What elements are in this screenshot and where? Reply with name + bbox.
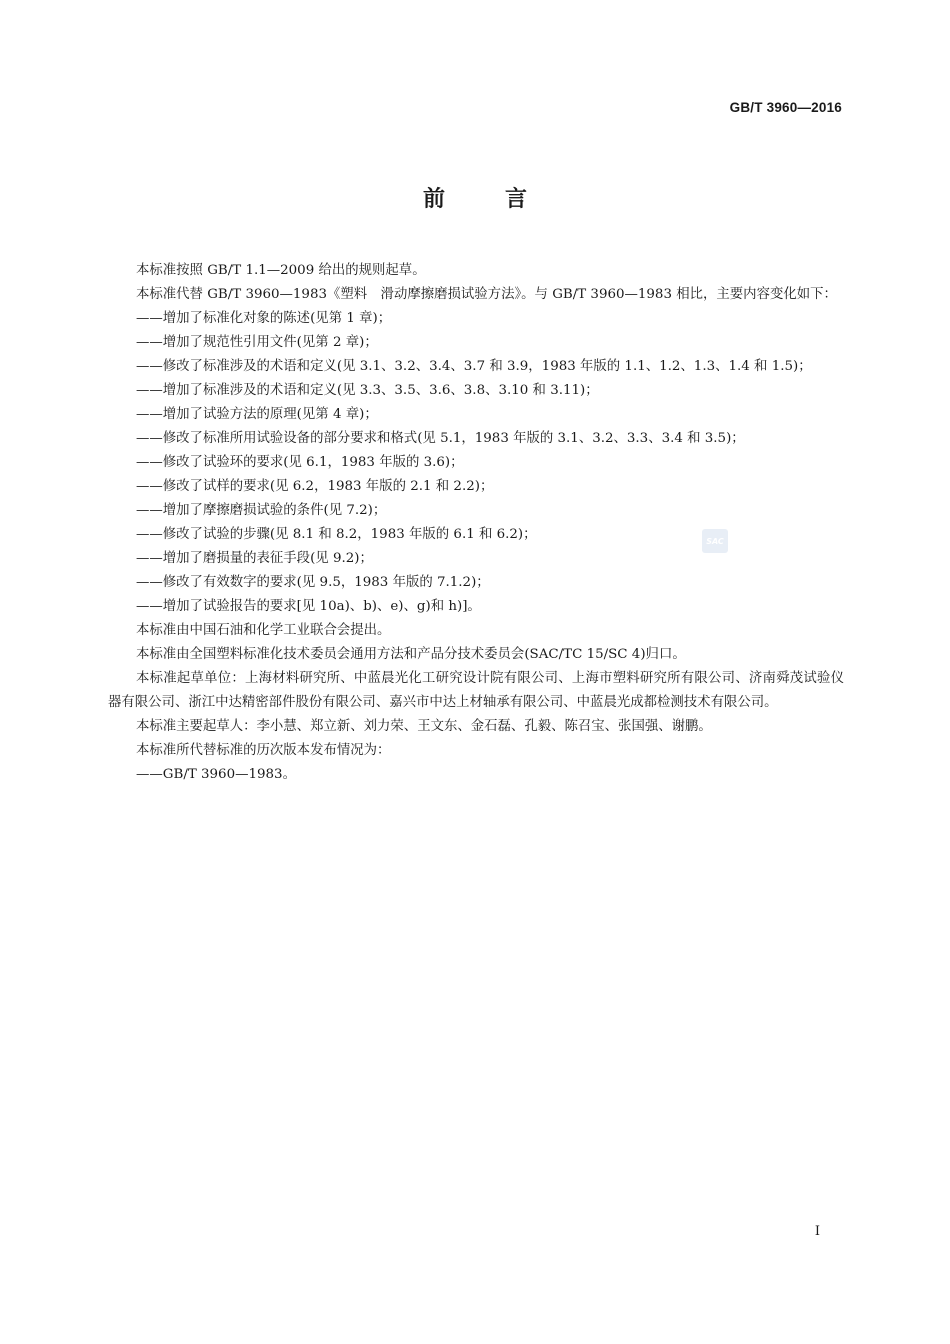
paragraph: 本标准所代替标准的历次版本发布情况为： <box>136 743 391 758</box>
list-item: ——修改了试验的步骤(见 8.1 和 8.2，1983 年版的 6.1 和 6.2)； <box>136 527 537 542</box>
paragraph: 本标准起草单位：上海材料研究所、中蓝晨光化工研究设计院有限公司、上海市塑料研究所有限公司、济南舜茂试验仪器有限公司、浙江中达精密部件股份有限公司、嘉兴市中达上材轴承有限公司、中蓝晨光成都检测技术有限公司。 <box>108 671 844 710</box>
list-item: ——增加了标准涉及的术语和定义(见 3.3、3.5、3.6、3.8、3.10 和 3.11)； <box>136 383 599 398</box>
standard-code: GB/T 3960—2016 <box>729 100 842 115</box>
paragraph: 本标准按照 GB/T 1.1—2009 给出的规则起草。 <box>136 263 426 278</box>
list-item: ——修改了试样的要求(见 6.2，1983 年版的 2.1 和 2.2)； <box>136 479 494 494</box>
page-number: I <box>814 1224 820 1239</box>
list-item: ——增加了标准化对象的陈述(见第 1 章)； <box>136 311 392 326</box>
foreword-content <box>108 259 844 787</box>
list-item: ——增加了规范性引用文件(见第 2 章)； <box>136 335 378 350</box>
list-item: ——增加了试验方法的原理(见第 4 章)； <box>136 407 378 422</box>
list-item: ——修改了标准所用试验设备的部分要求和格式(见 5.1，1983 年版的 3.1、3.2、3.3、3.4 和 3.5)； <box>136 431 745 446</box>
sac-watermark: SAC <box>702 529 728 553</box>
list-item: ——修改了标准涉及的术语和定义(见 3.1、3.2、3.4、3.7 和 3.9，1983 年版的 1.1、1.2、1.3、1.4 和 1.5)； <box>136 359 812 374</box>
paragraph: 本标准由全国塑料标准化技术委员会通用方法和产品分技术委员会(SAC/TC 15/SC 4)归口。 <box>136 647 686 662</box>
list-item: ——增加了磨损量的表征手段(见 9.2)； <box>136 551 373 566</box>
page-title: 前言 <box>422 187 587 212</box>
list-item: ——增加了试验报告的要求[见 10a)、b)、e)、g)和 h)]。 <box>136 599 481 614</box>
paragraph: 本标准代替 GB/T 3960—1983《塑料 滑动摩擦磨损试验方法》。与 GB/T 3960—1983 相比，主要内容变化如下： <box>136 287 837 302</box>
paragraph: 本标准由中国石油和化学工业联合会提出。 <box>136 623 391 638</box>
paragraph: 本标准主要起草人：李小慧、郑立新、刘力荣、王文东、金石磊、孔毅、陈召宝、张国强、谢鹏。 <box>136 719 712 734</box>
list-item: ——修改了有效数字的要求(见 9.5，1983 年版的 7.1.2)； <box>136 575 490 590</box>
list-item: ——增加了摩擦磨损试验的条件(见 7.2)； <box>136 503 387 518</box>
list-item: ——GB/T 3960—1983。 <box>136 767 296 782</box>
list-item: ——修改了试验环的要求(见 6.1，1983 年版的 3.6)； <box>136 455 464 470</box>
